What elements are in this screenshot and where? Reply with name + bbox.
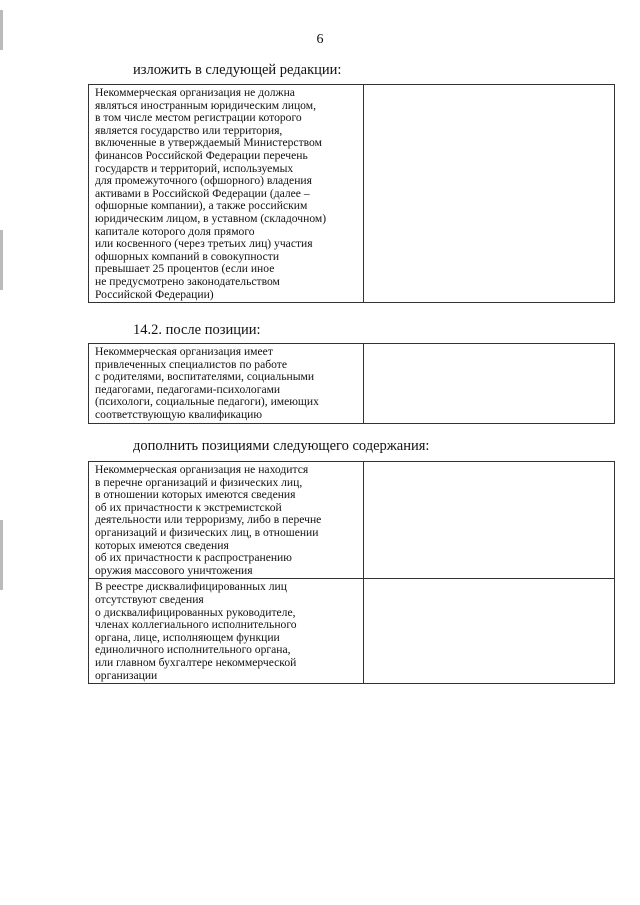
scan-edge-mark (0, 230, 3, 290)
text-line: о дисквалифицированных руководителе, (95, 605, 296, 619)
criterion-extremism-text (89, 462, 364, 579)
text-line: для промежуточного (офшорного) владения (95, 174, 312, 188)
text-line: активами в Российской Федерации (далее – (95, 186, 310, 200)
text-line: организации (95, 668, 158, 682)
table-row (89, 344, 615, 424)
text-line: привлеченных специалистов по работе (95, 357, 288, 371)
table-row (89, 462, 615, 579)
text-line: (психологи, социальные педагоги), имеющих (95, 395, 319, 409)
text-line: офшорные компании), а также российским (95, 199, 308, 213)
table-row (89, 85, 615, 303)
text-line: об их причастности к распространению (95, 551, 292, 565)
text-line: органа, лице, исполняющем функции (95, 630, 280, 644)
text-line: не предусмотрено законодательством (95, 274, 280, 288)
text-line: деятельности или терроризму, либо в перечне (95, 513, 322, 527)
criterion-disqualified-text (89, 579, 364, 684)
empty-cell (364, 85, 615, 303)
scan-edge-mark (0, 520, 3, 590)
text-line: в том числе местом регистрации которого (95, 111, 302, 125)
text-line: в перечне организаций и физических лиц, (95, 475, 303, 489)
text-line: организаций и физических лиц, в отношении (95, 525, 319, 539)
criterion-specialists-text (89, 344, 364, 424)
text-line: превышает 25 процентов (если иное (95, 262, 275, 276)
text-line: Некоммерческая организация не находится (95, 463, 309, 476)
criterion-offshore-text (89, 85, 364, 303)
empty-cell (364, 344, 615, 424)
text-line: оружия массового уничтожения (95, 563, 253, 577)
text-line: Некоммерческая организация имеет (95, 345, 273, 358)
text-line: которых имеются сведения (95, 538, 229, 552)
text-line: Российской Федерации) (95, 287, 214, 301)
table-row (89, 579, 615, 684)
text-line: или косвенного (через третьих лиц) участия (95, 237, 313, 251)
table-new-positions (88, 461, 615, 684)
text-line: об их причастности к экстремистской (95, 500, 282, 514)
text-line: включенные в утверждаемый Министерством (95, 136, 322, 150)
text-line: Некоммерческая организация не должна (95, 86, 295, 99)
text-line: финансов Российской Федерации перечень (95, 148, 308, 162)
text-line: единоличного исполнительного органа, (95, 643, 291, 657)
text-line: капитале которого доля прямого (95, 224, 255, 238)
text-line: или главном бухгалтере некоммерческой (95, 655, 297, 669)
text-line: В реестре дисквалифицированных лиц (95, 580, 287, 594)
text-line: педагогами, педагогами-психологами (95, 382, 281, 396)
empty-cell (364, 579, 615, 684)
page-number: 6 (316, 32, 324, 47)
text-line: государств и территорий, используемых (95, 161, 294, 175)
text-line: юридическим лицом, в уставном (складочном) (95, 211, 327, 225)
intro-replace-text: изложить в следующей редакции: (133, 62, 342, 78)
intro-after-position-text: 14.2. после позиции: (133, 322, 261, 338)
text-line: с родителями, воспитателями, социальными (95, 370, 315, 384)
text-line: в отношении которых имеются сведения (95, 488, 296, 502)
text-line: соответствующую квалификацию (95, 407, 263, 421)
text-line: членах коллегиального исполнительного (95, 618, 297, 632)
empty-cell (364, 462, 615, 579)
text-line: отсутствуют сведения (95, 592, 204, 606)
text-line: офшорных компаний в совокупности (95, 249, 280, 263)
text-line: являться иностранным юридическим лицом, (95, 98, 316, 112)
intro-add-positions-text: дополнить позициями следующего содержания: (133, 438, 430, 454)
text-line: является государство или территория, (95, 123, 283, 137)
table-replacement (88, 84, 615, 303)
table-after-position (88, 343, 615, 424)
